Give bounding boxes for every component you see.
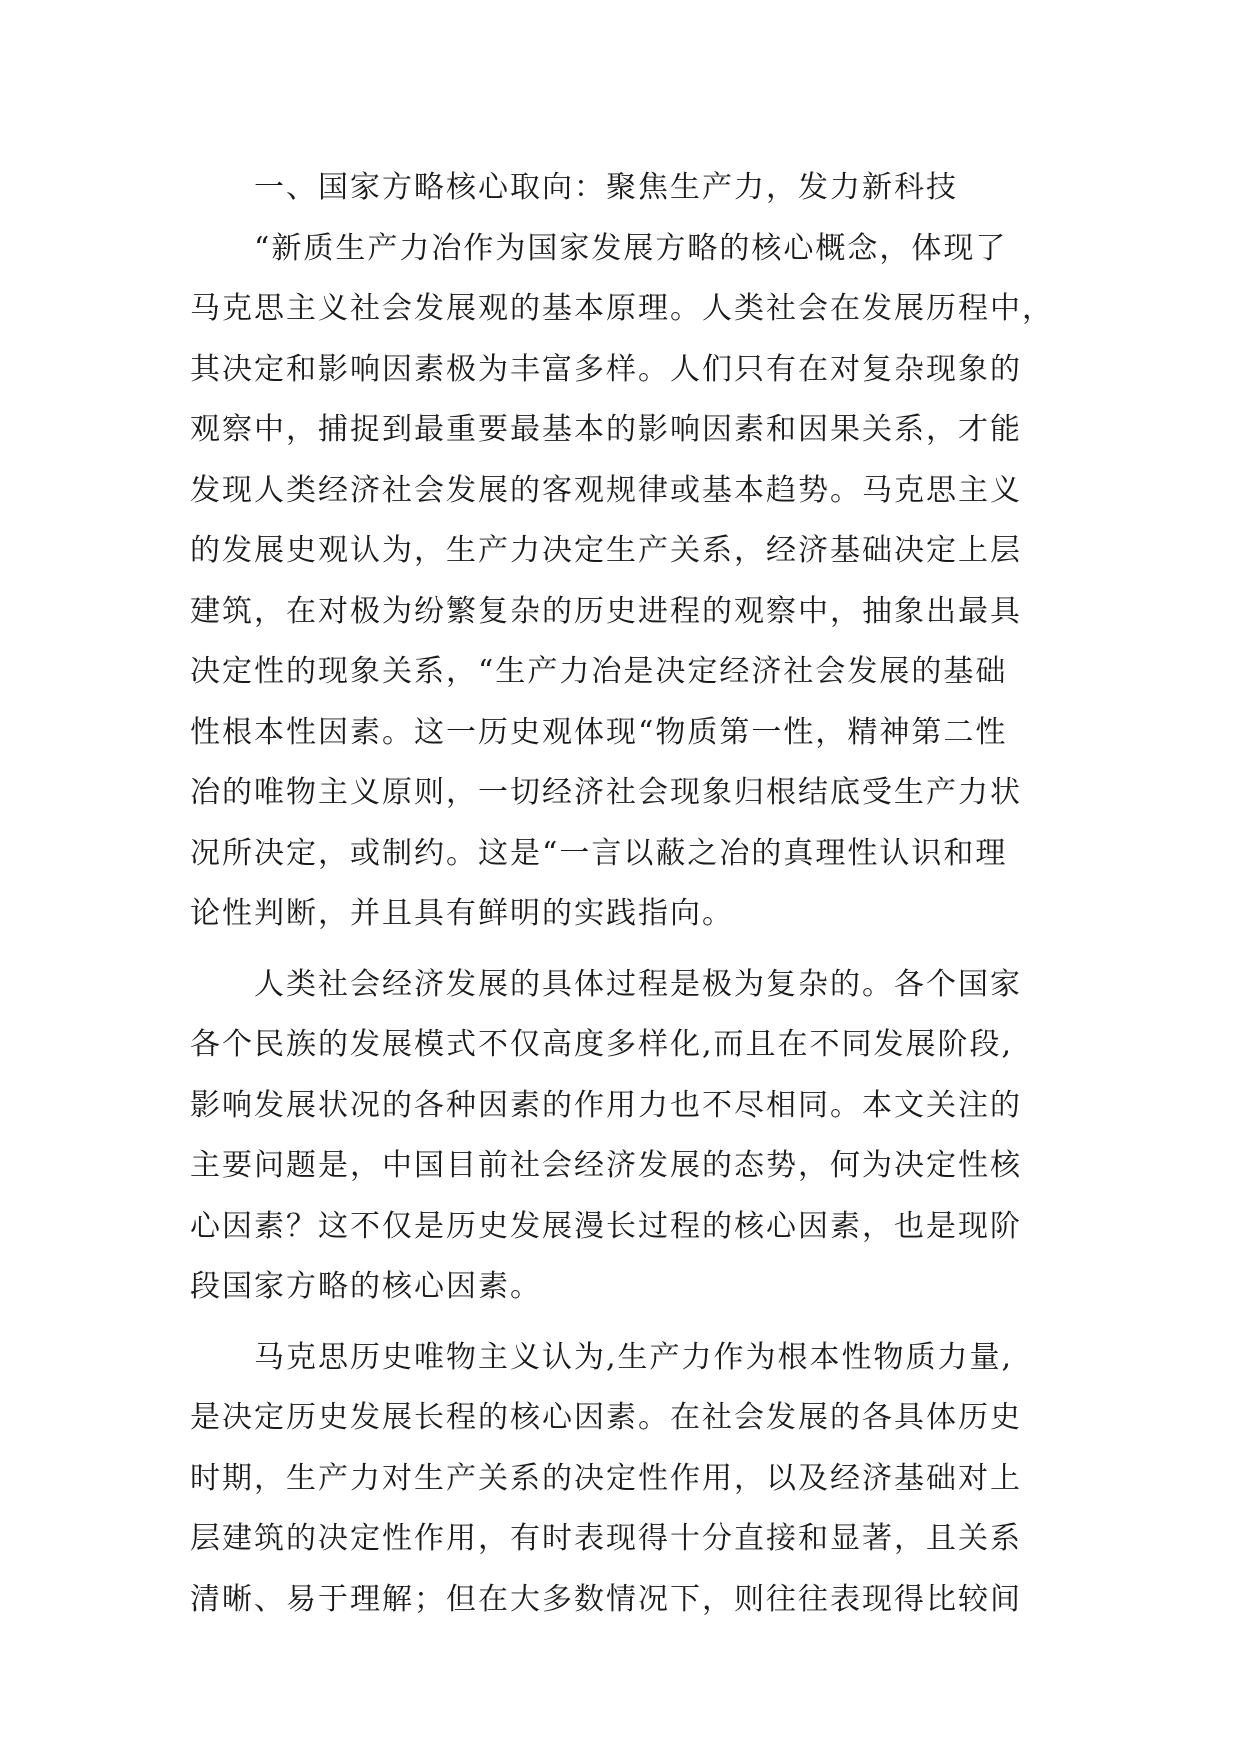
paragraph-line: 马克思主义社会发展观的基本原理。人类社会在发展历程中， (190, 291, 1054, 326)
section-heading: 一、国家方略核心取向：聚焦生产力，发力新科技 (254, 170, 958, 205)
paragraph-line: 段国家方略的核心因素。 (190, 1269, 542, 1304)
paragraph-line: 层建筑的决定性作用，有时表现得十分直接和显著，且关系 (190, 1521, 1022, 1556)
paragraph-line: 观察中，捕捉到最重要最基本的影响因素和因果关系，才能 (190, 412, 1022, 447)
paragraph-1 (190, 219, 1070, 945)
paragraph-line: 影响发展状况的各种因素的作用力也不尽相同。本文关注的 (190, 1087, 1022, 1123)
paragraph-line: 况所决定，或制约。这是“一言以蔽之冶的真理性认识和理 (190, 835, 1008, 871)
paragraph-line: 马克思历史唯物主义认为,生产力作为根本性物质力量, (254, 1339, 1014, 1375)
paragraph-line: 各个民族的发展模式不仅高度多样化,而且在不同发展阶段, (190, 1027, 1014, 1062)
paragraph-line: 时期，生产力对生产关系的决定性作用，以及经济基础对上 (190, 1460, 1022, 1496)
paragraph-line: 决定性的现象关系，“生产力冶是决定经济社会发展的基础 (190, 654, 1008, 689)
paragraph-line: 是决定历史发展长程的核心因素。在社会发展的各具体历史 (190, 1400, 1022, 1435)
paragraph-line: 清晰、易于理解；但在大多数情况下，则往往表现得比较间 (190, 1581, 1022, 1617)
paragraph-line: 性根本性因素。这一历史观体现“物质第一性，精神第二性 (190, 714, 1008, 750)
paragraph-line: 冶的唯物主义原则，一切经济社会现象归根结底受生产力状 (190, 775, 1022, 810)
paragraph-line: 其决定和影响因素极为丰富多样。人们只有在对复杂现象的 (190, 351, 1022, 387)
paragraph-line: 心因素？这不仅是历史发展漫长过程的核心因素，也是现阶 (190, 1208, 1022, 1244)
paragraph-line: 人类社会经济发展的具体过程是极为复杂的。各个国家 (254, 966, 1022, 1002)
body-text (190, 158, 1070, 1630)
paragraph-line: “新质生产力冶作为国家发展方略的核心概念，体现了 (254, 230, 1008, 266)
paragraph-gap (190, 945, 1070, 955)
paragraph-line: 的发展史观认为，生产力决定生产关系，经济基础决定上层 (190, 533, 1022, 568)
paragraph-line: 论性判断，并且具有鲜明的实践指向。 (190, 896, 734, 931)
paragraph-2 (190, 955, 1070, 1318)
paragraph-line: 建筑，在对极为纷繁复杂的历史进程的观察中，抽象出最具 (190, 593, 1022, 629)
paragraph-line: 发现人类经济社会发展的客观规律或基本趋势。马克思主义 (190, 472, 1022, 508)
paragraph-line: 主要问题是，中国目前社会经济发展的态势，何为决定性核 (190, 1148, 1022, 1183)
paragraph-3 (190, 1328, 1070, 1631)
paragraph-gap (190, 1318, 1070, 1328)
